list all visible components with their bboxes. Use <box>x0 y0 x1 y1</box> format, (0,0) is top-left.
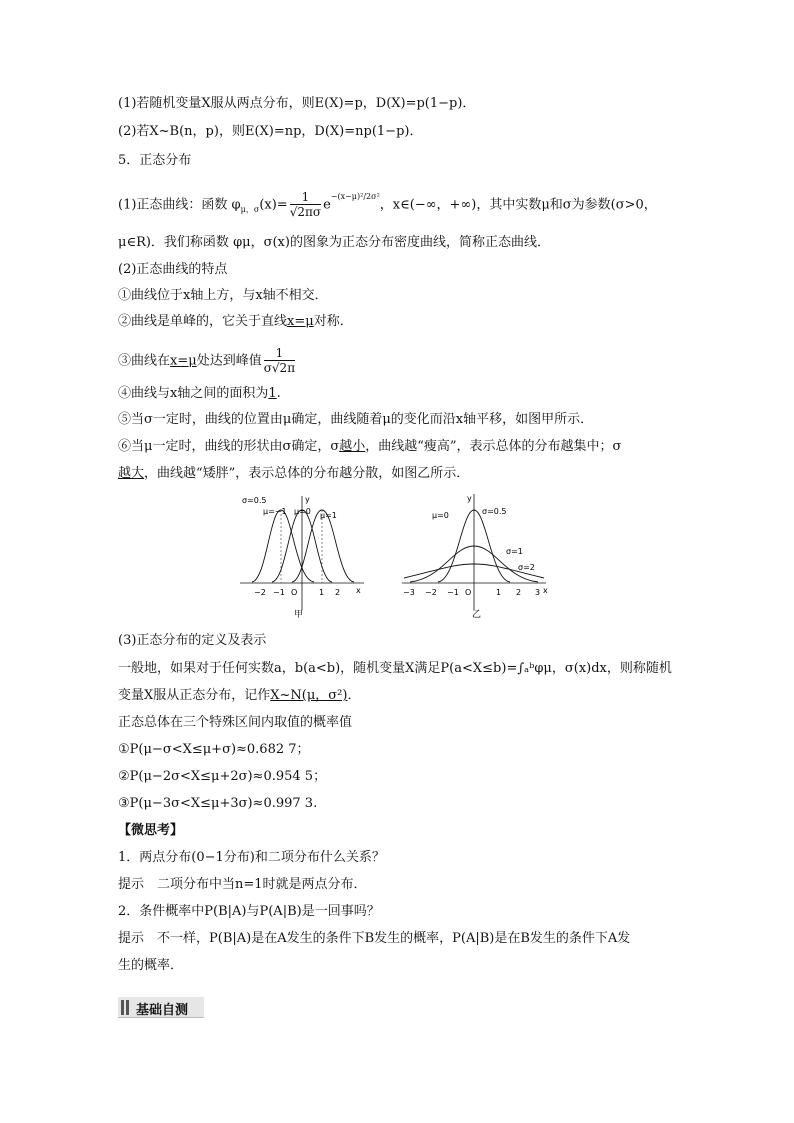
section-label: 【微思考】 <box>118 823 184 838</box>
x-label: x <box>356 586 361 595</box>
text-fragment: (x)= <box>259 197 288 213</box>
text-fragment: (1)正态曲线：函数 φ <box>118 197 241 213</box>
label-mu: μ=0 <box>432 511 449 520</box>
text-line: ①P(μ−σ<X≤μ+σ)≈0.682 7； <box>118 742 310 757</box>
section-badge <box>118 997 204 1018</box>
tick-label: −3 <box>403 588 415 597</box>
label-sigma-2: σ=2 <box>518 563 535 572</box>
text-fragment: ④曲线与x轴之间的面积为 <box>118 386 269 401</box>
text-fragment: . <box>276 386 281 401</box>
fraction-denominator: √2πσ <box>289 205 322 219</box>
underlined-answer: x=μ <box>170 353 197 369</box>
label-sigma-0.5: σ=0.5 <box>482 507 507 516</box>
figure-caption: 甲 <box>294 610 304 620</box>
text-line: ①曲线位于x轴上方，与x轴不相交． <box>118 288 328 303</box>
figure-caption: 乙 <box>472 610 482 620</box>
curve-mu-1 <box>292 510 354 582</box>
text-line <box>118 439 621 455</box>
text-line: 提示 不一样，P(B|A)是在A发生的条件下B发生的概率，P(A|B)是在B发生的条件下A发 <box>118 931 631 946</box>
text-line: (3)正态分布的定义及表示 <box>118 633 267 648</box>
underlined-answer: 1 <box>268 386 277 401</box>
origin-label: O <box>465 588 472 597</box>
text-line: ③P(μ−3σ<X≤μ+3σ)≈0.997 3. <box>118 796 318 811</box>
text-line: 2．条件概率中P(B|A)与P(A|B)是一回事吗？ <box>118 904 380 919</box>
tick-label: 2 <box>335 588 341 597</box>
x-label: x <box>543 586 548 595</box>
text-line <box>118 346 297 376</box>
underlined-answer: 越大 <box>118 466 145 481</box>
text-line <box>118 688 360 704</box>
text-line: 一般地，如果对于任何实数a，b(a<b)，随机变量X满足P(a<X≤b)=∫ₐᵇφμ，σ(x)dx，则称随机 <box>118 661 672 676</box>
label-mu-0: μ=0 <box>294 507 311 516</box>
origin-label: O <box>291 588 298 597</box>
text-fragment: ②曲线是单峰的，它关于直线 <box>118 314 288 329</box>
curve-mu-minus1 <box>252 510 314 582</box>
underlined-answer: x=μ <box>287 314 314 329</box>
text-line <box>118 314 353 330</box>
fraction <box>290 190 321 220</box>
text-fragment: 变量X服从正态分布，记作 <box>118 688 271 703</box>
tick-label: −1 <box>447 588 459 597</box>
text-fragment: ，x∈(−∞，+∞)，其中实数μ和σ为参数(σ>0， <box>379 197 657 213</box>
subscript: μ，σ <box>240 204 260 214</box>
text-fragment: 处达到峰值 <box>196 353 262 369</box>
label-sigma: σ=0.5 <box>242 496 267 505</box>
exponent: −(x−μ)²/2σ² <box>330 191 380 201</box>
text-line: 1．两点分布(0−1分布)和二项分布什么关系？ <box>118 850 385 865</box>
text-fragment: ，曲线越“瘦高”，表示总体的分布越集中；σ <box>365 439 622 454</box>
text-line: 提示 二项分布中当n=1时就是两点分布． <box>118 877 367 892</box>
fraction-denominator: σ√2π <box>263 361 296 375</box>
text-line: μ∈R)．我们称函数 φμ，σ(x)的图象为正态分布密度曲线，简称正态曲线． <box>118 235 550 250</box>
text-line <box>118 466 469 482</box>
text-fragment: ． <box>347 688 361 703</box>
text-line: (2)若X~B(n，p)，则E(X)=np，D(X)=np(1−p)． <box>118 124 423 139</box>
tick-label: 1 <box>319 588 325 597</box>
fraction-numerator: 1 <box>290 190 321 205</box>
tick-label: 1 <box>496 588 502 597</box>
tick-label: 2 <box>516 588 522 597</box>
figure-jia <box>236 490 366 620</box>
text-fragment: ，曲线越“矮胖”，表示总体的分布越分散，如图乙所示． <box>144 466 470 481</box>
tick-label: 3 <box>535 588 541 597</box>
badge-title: 基础自测 <box>136 1003 189 1018</box>
y-label: y <box>467 494 472 503</box>
underlined-answer: 越小 <box>339 439 366 454</box>
tick-label: −1 <box>273 588 285 597</box>
text-line: 生的概率． <box>118 958 184 973</box>
text-fragment: ③曲线在 <box>118 353 171 369</box>
formula-line <box>118 190 657 220</box>
label-mu-1: μ=1 <box>320 511 337 520</box>
text-fragment: ⑥当μ一定时，曲线的形状由σ确定，σ <box>118 439 340 454</box>
text-line: ②P(μ−2σ<X≤μ+2σ)≈0.954 5； <box>118 769 327 784</box>
label-mu-minus1: μ=−1 <box>263 507 287 516</box>
fraction <box>264 346 295 376</box>
badge-decoration <box>126 1000 129 1015</box>
y-label: y <box>305 495 310 504</box>
underlined-answer: X~N(μ，σ²) <box>270 688 348 703</box>
text-fragment: 对称． <box>313 314 353 329</box>
text-line: ⑤当σ一定时，曲线的位置由μ确定，曲线随着μ的变化而沿x轴平移，如图甲所示． <box>118 412 594 427</box>
tick-label: −2 <box>254 588 266 597</box>
text-line <box>118 386 281 402</box>
exponential-base: e <box>323 197 331 213</box>
fraction-numerator: 1 <box>264 346 295 361</box>
tick-label: −2 <box>425 588 437 597</box>
section-heading: 5．正态分布 <box>118 153 192 168</box>
badge-decoration <box>121 1000 124 1015</box>
text-line: (2)正态曲线的特点 <box>118 262 228 277</box>
label-sigma-1: σ=1 <box>506 547 523 556</box>
text-line: (1)若随机变量X服从两点分布，则E(X)=p，D(X)=p(1−p)． <box>118 96 476 111</box>
figure-yi <box>398 490 550 620</box>
text-line: 正态总体在三个特殊区间内取值的概率值 <box>118 715 353 730</box>
